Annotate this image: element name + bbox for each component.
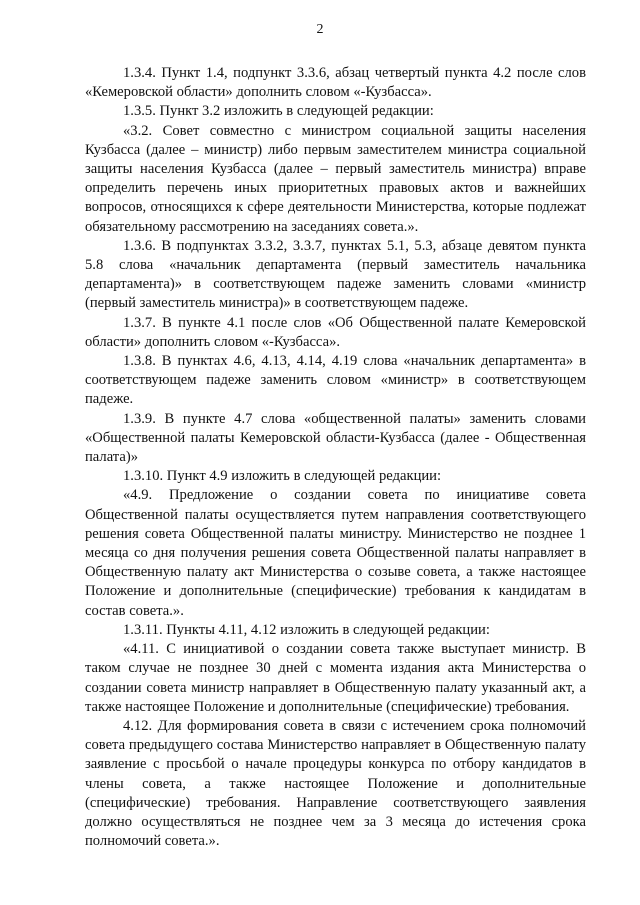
- paragraph-1-3-11: 1.3.11. Пункты 4.11, 4.12 изложить в следующей редакции:: [123, 621, 490, 638]
- paragraph-1-3-6: 1.3.6. В подпунктах 3.3.2, 3.3.7, пунктах 5.1, 5.3, абзаце девятом пункта 5.8 слова «начальник департамента (первый заместитель начальника департамента)» в соответствующем падеже заменить словами «министр (первый заместитель министра)» в соответствующем падеже.: [85, 237, 586, 312]
- paragraph-1-3-8: 1.3.8. В пунктах 4.6, 4.13, 4.14, 4.19 слова «начальник департамента» в соответствующем падеже заменить словом «министр» в соответствующем падеже.: [85, 353, 586, 408]
- quoted-clause-4-11: «4.11. С инициативой о создании совета также выступает министр. В таком случае не позднее 30 дней с момента издания акта Министерства о создании совета министр направляет в Общественную палату указанный акт, а также настоящее Положение и дополнительные (специфические) требования.: [85, 641, 586, 715]
- paragraph-1-3-5: 1.3.5. Пункт 3.2 изложить в следующей редакции:: [123, 103, 434, 120]
- page-number: 2: [316, 22, 324, 37]
- paragraph-1-3-7: 1.3.7. В пункте 4.1 после слов «Об Общественной палате Кемеровской области» дополнить словом «-Кузбасса».: [85, 314, 586, 350]
- quoted-clause-4-9: «4.9. Предложение о создании совета по инициативе совета Общественной палаты осуществляется путем направления соответствующего решения совета Общественной палаты министру. Министерство не позднее 1 месяца со дня получения решения совета Общественной палаты направляет в Общественную палату акт Министерства о созыве совета, а также настоящее Положение и дополнительные (специфические) требования к кандидатам в состав совета.».: [85, 487, 586, 619]
- paragraph-1-3-9: 1.3.9. В пункте 4.7 слова «общественной палаты» заменить словами «Общественной палаты Кемеровской области-Кузбасса (далее - Общественная палата)»: [85, 410, 586, 466]
- paragraph-1-3-10: 1.3.10. Пункт 4.9 изложить в следующей редакции:: [123, 468, 442, 485]
- document-body: [85, 64, 586, 851]
- quoted-clause-3-2: «3.2. Совет совместно с министром социальной защиты населения Кузбасса (далее – министр) либо первым заместителем министра социальной защиты населения Кузбасса (далее – первый заместитель министра) вправе определить перечень иных приоритетных правовых актов и важнейших вопросов, относящихся к сфере деятельности Министерства, которые подлежат обязательному рассмотрению на заседаниях совета.».: [85, 122, 586, 235]
- paragraph-1-3-4: 1.3.4. Пункт 1.4, подпункт 3.3.6, абзац четвертый пункта 4.2 после слов «Кемеровской области» дополнить словом «-Кузбасса».: [85, 65, 586, 101]
- quoted-clause-4-12: 4.12. Для формирования совета в связи с истечением срока полномочий совета предыдущего состава Министерство направляет в Общественную палату заявление с просьбой о начале процедуры конкурса по отбору кандидатов в члены совета, а также настоящее Положение и дополнительные (специфические) требования. Направление соответствующего заявления должно осуществляться не позднее чем за 3 месяца до истечения срока полномочий совета.».: [85, 717, 586, 850]
